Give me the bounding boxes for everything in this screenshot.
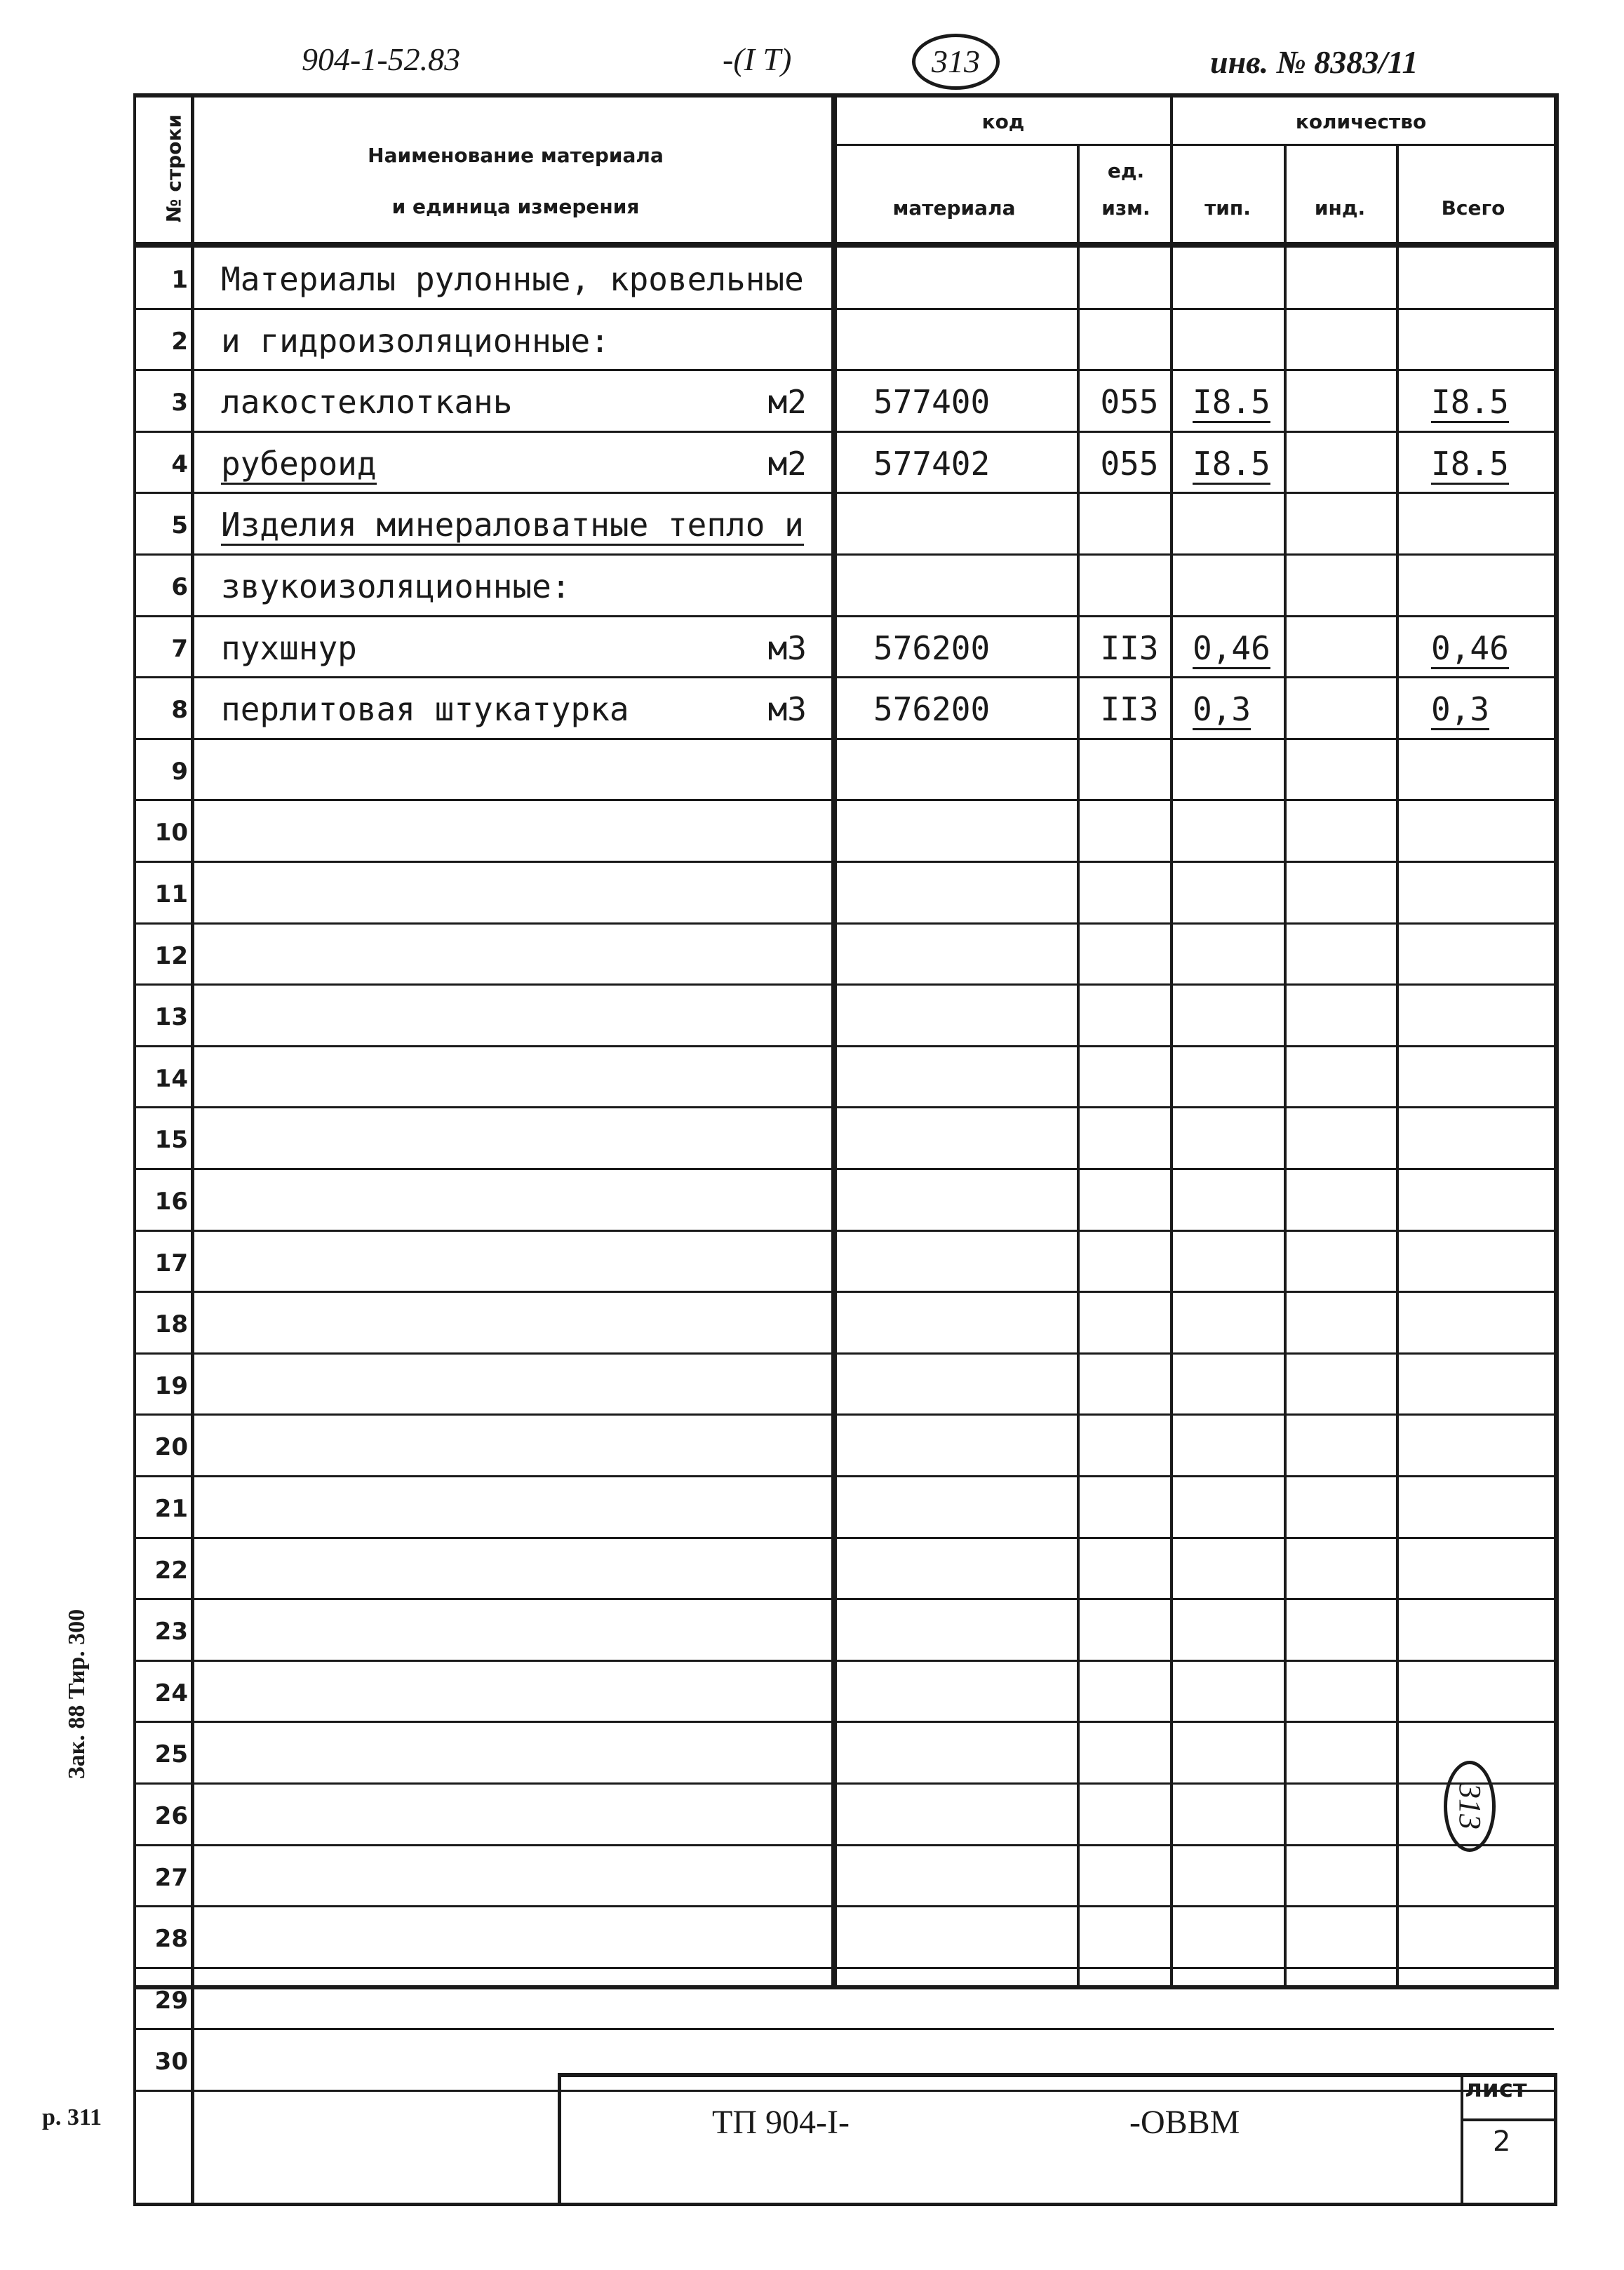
row-number: 18 (154, 1310, 188, 1339)
row-rule (191, 1905, 1554, 1907)
row-number-rule (133, 1660, 193, 1662)
unit-header-line1: ед. (1107, 159, 1145, 182)
sheet-block-split (1461, 2118, 1554, 2121)
row-number: 23 (154, 1618, 188, 1646)
row-number-header (153, 98, 195, 239)
row-number: 8 (171, 696, 188, 725)
row-number-rule (133, 431, 193, 433)
row-number: 21 (154, 1495, 188, 1523)
ind-header: инд. (1314, 196, 1366, 220)
row-number: 29 (154, 1986, 188, 2015)
material-code-header: материала (892, 196, 1016, 220)
table-rule (1077, 144, 1080, 1985)
row-material-code: 577400 (873, 383, 991, 422)
row-number-rule (133, 553, 193, 556)
row-number-rule (133, 1598, 193, 1600)
row-number: 20 (154, 1433, 188, 1462)
row-rule (191, 492, 1554, 494)
row-total-qty: I8.5 (1431, 383, 1509, 423)
row-typ-qty: 0,46 (1193, 629, 1270, 669)
row-number: 15 (154, 1126, 188, 1155)
row-rule (191, 1352, 1554, 1355)
row-number-rule (133, 1413, 193, 1416)
name-code-column-rule (831, 93, 837, 1985)
row-unit: м3 (767, 690, 807, 729)
total-header: Всего (1441, 196, 1505, 220)
code-header: код (981, 110, 1025, 133)
row-number: 4 (171, 450, 188, 478)
row-total-qty: I8.5 (1431, 445, 1509, 485)
row-rule (191, 1291, 1554, 1293)
footer-suffix: -ОВВМ (1129, 2104, 1240, 2141)
bottom-left-note: р. 311 (42, 2104, 102, 2130)
row-rule (191, 1475, 1554, 1477)
row-number-rule (133, 2028, 193, 2030)
title-block-right (1554, 2073, 1557, 2203)
row-name: пухшнур (221, 629, 357, 667)
row-name: лакостеклоткань (221, 383, 513, 422)
row-rule (191, 2090, 1554, 2092)
row-number-rule (133, 861, 193, 863)
row-number: 17 (154, 1249, 188, 1277)
row-number-rule (133, 983, 193, 986)
row-material-code: 577402 (873, 444, 991, 483)
row-material-code: 576200 (873, 690, 991, 729)
row-number-rule (133, 1291, 193, 1293)
row-number: 19 (154, 1371, 188, 1400)
row-number-rule (133, 1782, 193, 1785)
row-number: 24 (154, 1679, 188, 1707)
row-rule (191, 983, 1554, 986)
row-number: 3 (171, 389, 188, 417)
row-rule (191, 1660, 1554, 1662)
header-bottom-border (133, 242, 1554, 248)
sheet-label: лист (1465, 2075, 1527, 2103)
row-number: 26 (154, 1802, 188, 1830)
row-name: рубероид (221, 445, 377, 485)
footer-doc: ТП 904-I- (712, 2104, 850, 2141)
row-number-rule (133, 1230, 193, 1232)
doc-code: 904-1-52.83 (302, 41, 461, 77)
sheet-block-left (1461, 2073, 1463, 2203)
row-rule (191, 1598, 1554, 1600)
row-rule (191, 1413, 1554, 1416)
row-rule (191, 2028, 1554, 2030)
table-rule (1396, 144, 1399, 1985)
row-number-rule (133, 369, 193, 371)
row-number: 1 (171, 266, 188, 294)
row-rule (191, 1045, 1554, 1047)
row-name: перлитовая штукатурка (221, 690, 629, 729)
row-number: 6 (171, 573, 188, 601)
row-name: Изделия минераловатные тепло и (221, 506, 804, 546)
side-stamp (1438, 1754, 1501, 1859)
row-rule (191, 1106, 1554, 1108)
quantity-header: количество (1295, 110, 1427, 133)
row-number-rule (133, 738, 193, 740)
title-block-left (558, 2073, 561, 2203)
row-number: 22 (154, 1556, 188, 1585)
row-name: звукоизоляционные: (221, 568, 571, 605)
table-right-border (1554, 93, 1559, 1985)
row-number: 13 (154, 1003, 188, 1032)
row-number-rule (133, 1106, 193, 1108)
doc-part: -(I Т) (723, 41, 792, 77)
row-rule (191, 1967, 1554, 1969)
row-typ-qty: I8.5 (1193, 445, 1270, 485)
row-number: 11 (154, 880, 188, 908)
row-number-rule (133, 676, 193, 678)
unit-header-line2: изм. (1101, 196, 1150, 220)
row-rule (191, 369, 1554, 371)
row-unit: м3 (767, 629, 807, 667)
inventory-number: инв. № 8383/11 (1210, 44, 1418, 80)
row-number-rule (133, 615, 193, 617)
left-margin-note-text: Зак. 88 Тир. 300 (64, 1609, 90, 1780)
row-unit-code: II3 (1100, 629, 1159, 667)
row-rule (191, 676, 1554, 678)
row-total-qty: 0,46 (1431, 629, 1509, 669)
typ-header: тип. (1204, 196, 1251, 220)
row-number: 28 (154, 1925, 188, 1954)
row-rule (191, 553, 1554, 556)
row-unit: м2 (767, 444, 807, 483)
row-unit: м2 (767, 383, 807, 422)
row-material-code: 576200 (873, 629, 991, 667)
row-number-rule (133, 1475, 193, 1477)
row-rule (191, 861, 1554, 863)
row-number-header-text: № строки (162, 114, 186, 223)
row-typ-qty: 0,3 (1193, 690, 1251, 730)
row-number: 2 (171, 327, 188, 356)
row-rule (191, 1230, 1554, 1232)
row-number-rule (133, 1905, 193, 1907)
row-number: 30 (154, 2048, 188, 2076)
row-rule (191, 308, 1554, 310)
row-rule (191, 1537, 1554, 1539)
row-rule (191, 922, 1554, 925)
name-header-line2: и единица измерения (391, 195, 640, 218)
row-number-rule (133, 799, 193, 801)
row-number: 25 (154, 1740, 188, 1769)
row-number-rule (133, 308, 193, 310)
row-number-rule (133, 492, 193, 494)
row-number-rule (133, 1168, 193, 1170)
row-rule (191, 738, 1554, 740)
row-typ-qty: I8.5 (1193, 383, 1270, 423)
row-rule (191, 1782, 1554, 1785)
title-block-top (558, 2073, 1554, 2077)
rows-bottom-border (133, 1985, 1559, 1989)
row-unit-code: II3 (1100, 690, 1159, 729)
row-number-column-rule (191, 93, 194, 2203)
row-number: 10 (154, 819, 188, 847)
row-unit-code: 055 (1100, 444, 1159, 483)
row-number-rule (133, 1844, 193, 1846)
row-rule (191, 799, 1554, 801)
table-bottom-border (133, 2203, 1557, 2206)
row-number-rule (133, 1537, 193, 1539)
name-header-line1: Наименование материала (368, 144, 664, 167)
table-top-border (133, 93, 1554, 98)
row-number-rule (133, 1721, 193, 1723)
row-number-rule (133, 2090, 193, 2092)
row-number-rule (133, 1045, 193, 1047)
row-name: и гидроизоляционные: (221, 321, 610, 360)
row-number: 27 (154, 1863, 188, 1892)
row-rule (191, 1168, 1554, 1170)
row-number: 12 (154, 941, 188, 970)
table-rule (835, 144, 1554, 146)
row-number: 14 (154, 1064, 188, 1093)
row-unit-code: 055 (1100, 383, 1159, 422)
row-rule (191, 1721, 1554, 1723)
row-number-rule (133, 1352, 193, 1355)
table-rule (1170, 93, 1173, 1985)
row-number: 16 (154, 1188, 188, 1216)
row-rule (191, 431, 1554, 433)
row-rule (191, 615, 1554, 617)
row-number: 9 (171, 757, 188, 786)
sheet-number: 2 (1493, 2125, 1511, 2158)
table-rule (1284, 144, 1287, 1985)
side-stamp-number: 313 (1444, 1761, 1496, 1852)
row-rule (191, 1844, 1554, 1846)
row-number: 5 (171, 511, 188, 540)
row-number-rule (133, 922, 193, 925)
row-number: 7 (171, 634, 188, 663)
row-number-rule (133, 1967, 193, 1969)
row-name: Материалы рулонные, кровельные (221, 260, 804, 298)
row-total-qty: 0,3 (1431, 690, 1489, 730)
page-stamp-number: 313 (932, 43, 980, 79)
